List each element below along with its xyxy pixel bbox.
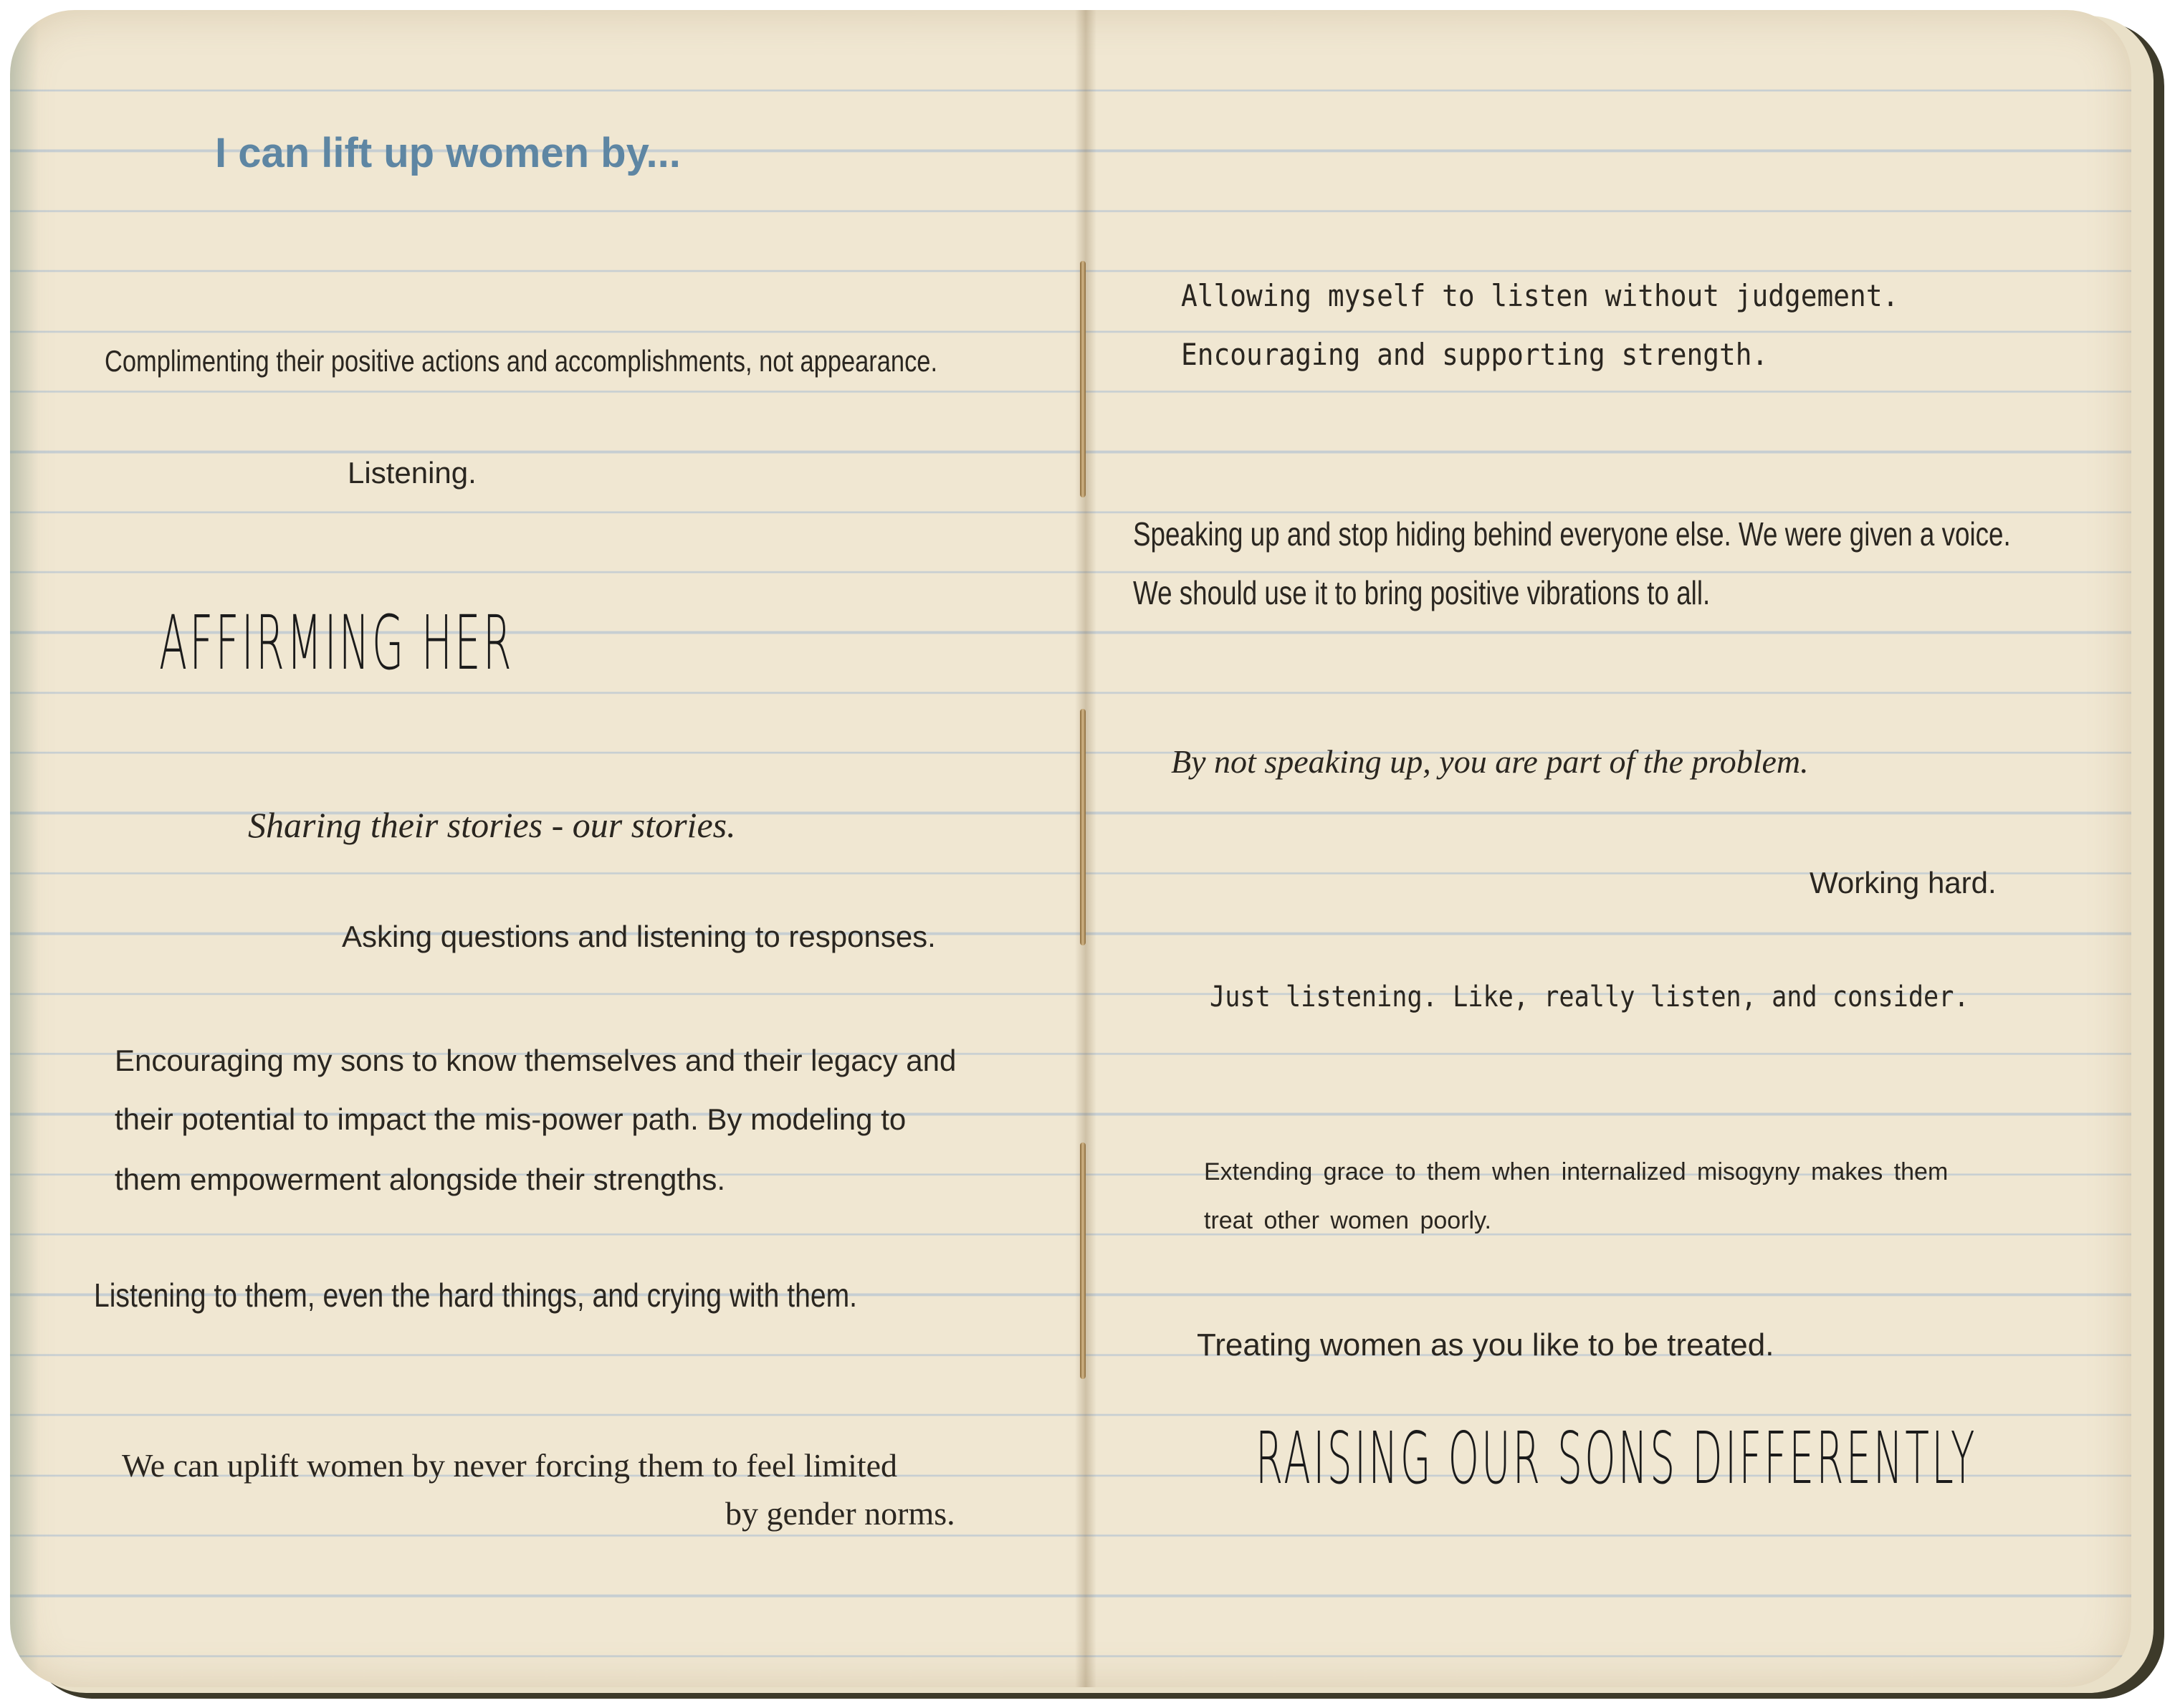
entry-text: Speaking up and stop hiding behind everyone else. We were given a voice. (1133, 515, 2011, 553)
entry-text: Asking questions and listening to responses. (342, 920, 936, 953)
entry-text: their potential to impact the mis-power path. By modeling to (115, 1102, 907, 1136)
entry-text: We can uplift women by never forcing them to feel limited (122, 1447, 898, 1484)
entry-text: By not speaking up, you are part of the problem. (1171, 743, 1809, 780)
handwritten-entry: RAISING OUR SONS DIFFERENTLY (1256, 1416, 1977, 1500)
entry-text: Allowing myself to listen without judgement. (1181, 278, 1899, 313)
entry-text: Working hard. (1810, 866, 1997, 900)
entry-text: by gender norms. (725, 1495, 955, 1532)
entry-text: Listening to them, even the hard things, and crying with them. (94, 1277, 858, 1314)
handwritten-entry: AFFIRMING HER (159, 599, 514, 687)
entry-text: Just listening. Like, really listen, and consider. (1210, 981, 1969, 1013)
spine-fold (1075, 10, 1096, 1687)
entry-text: Complimenting their positive actions and accomplishments, not appearance. (105, 344, 938, 378)
binding-stitch (1080, 261, 1086, 497)
entry-text: Sharing their stories - our stories. (248, 805, 736, 845)
entry-text: Encouraging my sons to know themselves and their legacy and (115, 1044, 957, 1077)
binding-stitch (1080, 709, 1086, 945)
entry-text: Extending grace to them when internalized misogyny makes them (1204, 1158, 1949, 1185)
entry-text: Treating women as you like to be treated. (1197, 1327, 1774, 1363)
entry-text: treat other women poorly. (1204, 1207, 1491, 1234)
page-title: I can lift up women by... (215, 130, 681, 176)
entry-text: Encouraging and supporting strength. (1181, 337, 1769, 372)
entry-text: We should use it to bring positive vibrations to all. (1133, 574, 1711, 611)
binding-stitch (1080, 1142, 1086, 1379)
entry-text: them empowerment alongside their strengths. (115, 1163, 726, 1196)
page-edge-tint (10, 10, 39, 1687)
entry-text: Listening. (348, 456, 477, 490)
